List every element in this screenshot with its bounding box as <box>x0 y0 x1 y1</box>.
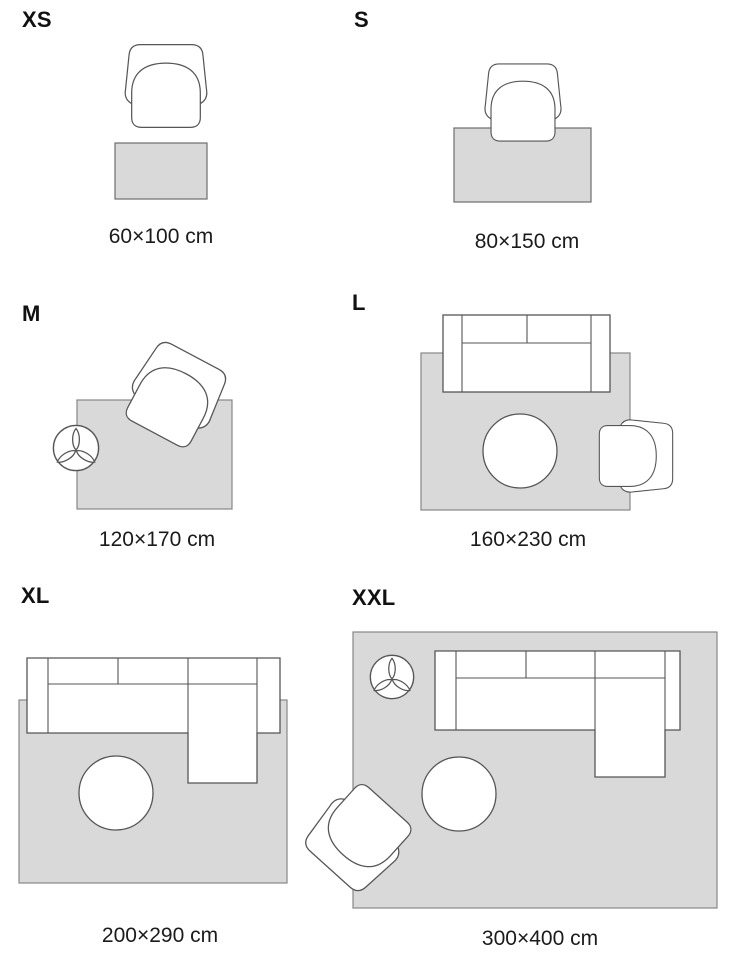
size-label-l: L <box>352 290 366 315</box>
rug-dimensions-s: 80×150 cm <box>474 230 580 253</box>
panel-xs <box>115 45 207 199</box>
panel-s <box>454 64 591 202</box>
panel-xxl <box>298 632 717 908</box>
armchair-icon <box>125 45 207 128</box>
rug-dimensions-xl: 200×290 cm <box>101 924 219 947</box>
plant-icon <box>53 425 98 470</box>
size-label-m: M <box>22 301 41 326</box>
armchair-icon <box>485 64 561 141</box>
armchair-icon <box>599 420 672 492</box>
size-label-xs: XS <box>22 7 52 32</box>
size-label-xxl: XXL <box>352 585 396 610</box>
coffee-table-icon <box>422 757 496 831</box>
panel-xl <box>19 658 287 883</box>
size-label-s: S <box>354 7 369 32</box>
rug-xs <box>115 143 207 199</box>
coffee-table-icon <box>483 414 557 488</box>
rug-dimensions-l: 160×230 cm <box>469 528 587 551</box>
rug-dimensions-xs: 60×100 cm <box>108 225 214 248</box>
size-label-xl: XL <box>21 583 50 608</box>
sofa-icon <box>443 315 610 392</box>
rug-dimensions-m: 120×170 cm <box>98 528 216 551</box>
panel-m <box>53 337 233 509</box>
coffee-table-icon <box>79 756 153 830</box>
rug-dimensions-xxl: 300×400 cm <box>481 927 599 950</box>
plant-icon <box>370 655 413 698</box>
panel-l <box>421 315 673 510</box>
